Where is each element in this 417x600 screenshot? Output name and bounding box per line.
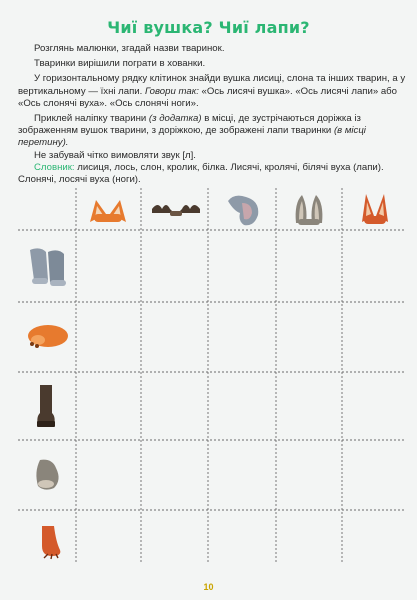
page-number: 10 <box>203 582 214 592</box>
instruction-1: Розглянь малюнки, згадай назви тваринок. <box>34 43 225 54</box>
elephant-feet-icon <box>26 246 70 288</box>
fox-paw-icon <box>26 320 70 350</box>
dictionary-text: лисиця, лось, слон, кролик, білка. Лисячі, кролячі, білячі вуха (лапи). Слонячі, лосячі вуха (ноги). <box>18 161 384 186</box>
instruction-4: Приклей наліпку тварини (з додатка) в місці, де зустрічаються доріжка із зображенням вушок тварини, з доріжкою, де зображені лапи тваринки (в місці перетину). <box>18 113 366 149</box>
instruction-3: У горизонтальному рядку клітинок знайди вушка лисиці, слона та інших тварин, а у вертикальному — їхні лапи. Говори так: «Ось лисячі вушка». «Ось лисячі лапи» або «Ось слонячі вуха». «Ось слонячі ноги». <box>18 73 406 109</box>
squirrel-paw-icon <box>36 524 68 560</box>
rabbit-paw-icon <box>32 458 64 492</box>
page-title: Чиї вушка? Чиї лапи? <box>107 18 310 37</box>
instruction-5: Не забувай чітко вимовляти звук [л]. <box>34 149 196 161</box>
moose-antlers-icon <box>150 199 202 219</box>
moose-leg-icon <box>34 383 60 429</box>
fox-ears-icon <box>86 196 130 226</box>
squirrel-ears-icon <box>358 192 392 226</box>
rabbit-ears-icon <box>292 193 326 227</box>
instruction-2: Тваринки вирішили пограти в хованки. <box>34 58 206 70</box>
dictionary-label: Словник: <box>34 161 75 173</box>
elephant-ear-icon <box>224 193 264 229</box>
